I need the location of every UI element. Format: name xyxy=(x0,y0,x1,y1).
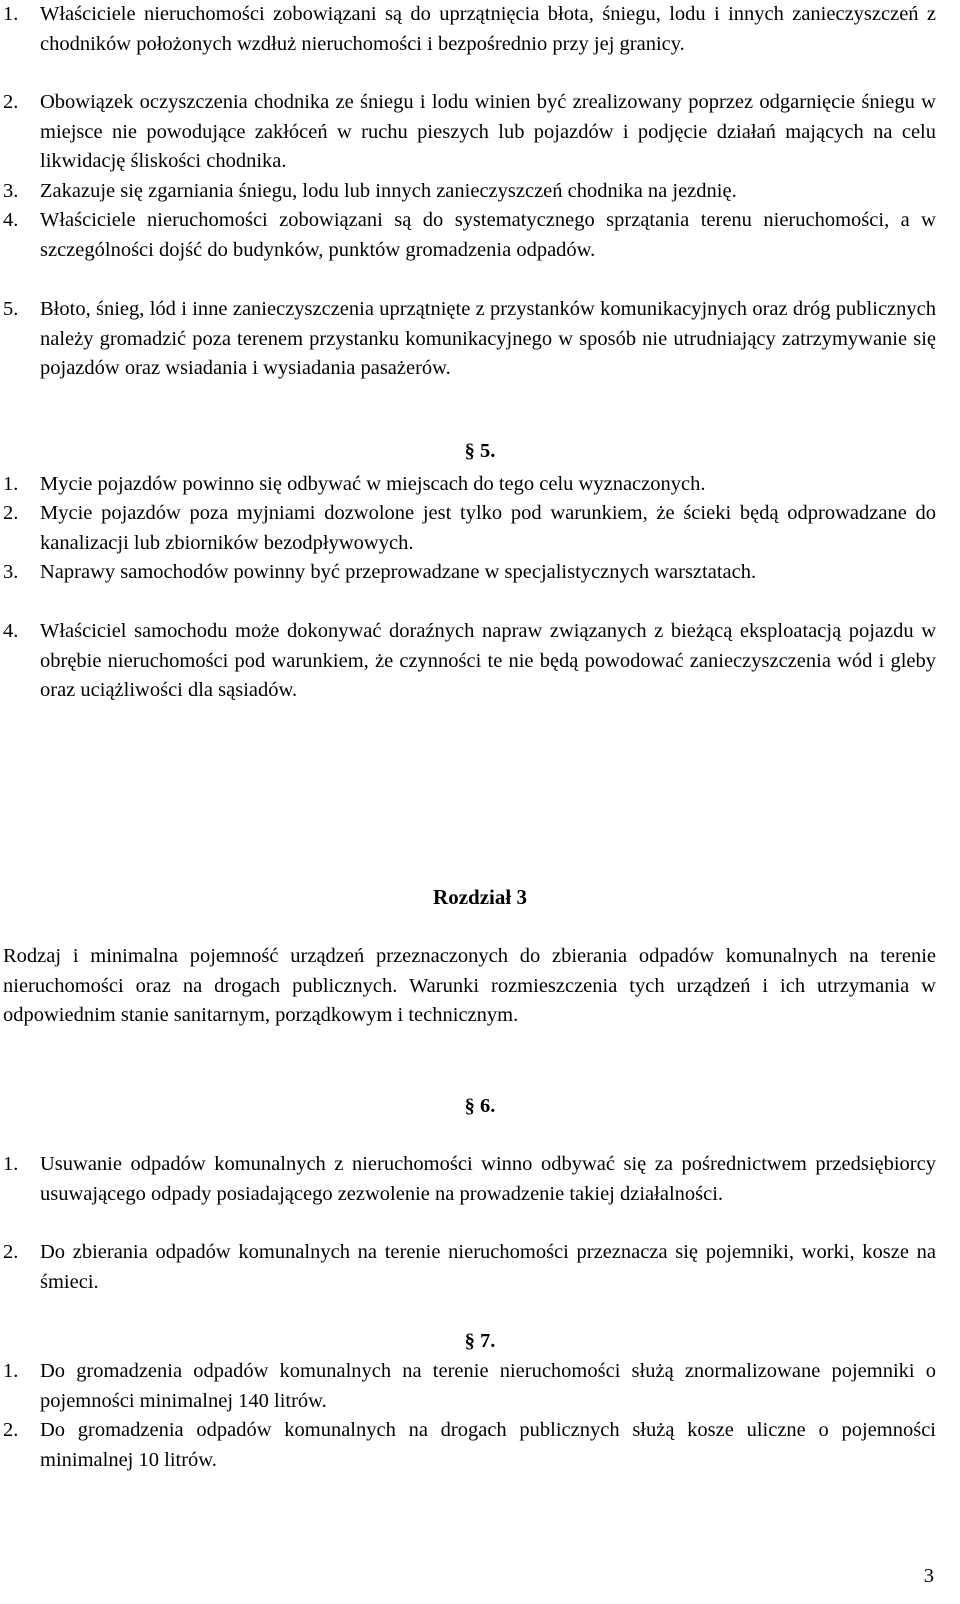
item-number: 4. xyxy=(3,620,19,642)
item-number: 4. xyxy=(3,209,19,231)
item-text: Naprawy samochodów powinny być przeprowadzane w specjalistycznych warsztatach. xyxy=(40,561,757,583)
list-item xyxy=(0,1357,936,1416)
item-number: 1. xyxy=(3,1153,19,1175)
list-item xyxy=(0,0,936,88)
section-6-list xyxy=(0,1150,960,1297)
item-text: Do gromadzenia odpadów komunalnych na terenie nieruchomości służą znormalizowane pojemniki o pojemności minimalnej 140 litrów. xyxy=(40,1360,936,1412)
item-text: Zakazuje się zgarniania śniegu, lodu lub innych zanieczyszczeń chodnika na jezdnię. xyxy=(40,180,737,202)
list-item xyxy=(0,1238,936,1297)
list-item xyxy=(0,617,936,706)
item-text: Mycie pojazdów powinno się odbywać w miejscach do tego celu wyznaczonych. xyxy=(40,473,706,495)
list-item xyxy=(0,177,936,206)
item-number: 2. xyxy=(3,502,19,524)
list-item xyxy=(0,558,936,617)
section-7-list xyxy=(0,1357,960,1475)
item-number: 5. xyxy=(3,298,19,320)
item-text: Błoto, śnieg, lód i inne zanieczyszczenia uprzątnięte z przystanków komunikacyjnych oraz dróg publicznych należy gromadzić poza terenem przystanku komunikacyjnego w sposób nie utrudniający zatrzymywanie się pojazdów oraz wsiadania i wysiadania pasażerów. xyxy=(40,298,936,379)
item-text: Obowiązek oczyszczenia chodnika ze śniegu i lodu winien być zrealizowany poprzez odgarnięcie śniegu w miejsce nie powodujące zakłóceń w ruchu pieszych lub pojazdów i podjęcie działań mających na celu likwidację śliskości chodnika. xyxy=(40,91,936,172)
list-item xyxy=(0,1150,936,1238)
item-number: 2. xyxy=(3,1419,19,1441)
item-text: Mycie pojazdów poza myjniami dozwolone jest tylko pod warunkiem, że ścieki będą odprowadzane do kanalizacji lub zbiorników bezodpływowych. xyxy=(40,502,936,554)
section-5-list xyxy=(0,470,960,706)
item-number: 2. xyxy=(3,1241,19,1263)
item-number: 1. xyxy=(3,1360,19,1382)
item-number: 2. xyxy=(3,91,19,113)
list-item xyxy=(0,499,936,558)
list-item xyxy=(0,470,936,499)
list-item xyxy=(0,88,936,177)
section-4-list xyxy=(0,0,960,413)
section-5-header: § 5. xyxy=(464,440,496,462)
list-item xyxy=(0,206,936,295)
item-number: 3. xyxy=(3,180,19,202)
list-item xyxy=(0,1416,936,1475)
item-text: Właściciel samochodu może dokonywać doraźnych napraw związanych z bieżącą eksploatacją pojazdu w obrębie nieruchomości pod warunkiem, że czynności te nie będą powodować zanieczyszczenia wód i gleby oraz uciążliwości dla sąsiadów. xyxy=(40,620,936,701)
item-number: 1. xyxy=(3,473,19,495)
item-text: Właściciele nieruchomości zobowiązani są do systematycznego sprzątania terenu nieruchomości, a w szczególności dojść do budynków, punktów gromadzenia odpadów. xyxy=(40,209,936,261)
item-number: 3. xyxy=(3,561,19,583)
section-6-header: § 6. xyxy=(464,1095,496,1117)
chapter-description: Rodzaj i minimalna pojemność urządzeń przeznaczonych do zbierania odpadów komunalnych na terenie nieruchomości oraz na drogach publicznych. Warunki rozmieszczenia tych urządzeń i ich utrzymania w odpowiednim stanie sanitarnym, porządkowym i technicznym. xyxy=(3,945,936,1026)
page-number: 3 xyxy=(923,1565,934,1587)
item-number: 1. xyxy=(3,3,19,25)
list-item xyxy=(0,295,936,413)
section-7-header: § 7. xyxy=(464,1330,496,1352)
chapter-title: Rozdział 3 xyxy=(433,885,527,909)
item-text: Usuwanie odpadów komunalnych z nieruchomości winno odbywać się za pośrednictwem przedsiębiorcy usuwającego odpady posiadającego zezwolenie na prowadzenie takiej działalności. xyxy=(40,1153,936,1205)
item-text: Do zbierania odpadów komunalnych na terenie nieruchomości przeznacza się pojemniki, worki, kosze na śmieci. xyxy=(40,1241,936,1293)
item-text: Właściciele nieruchomości zobowiązani są do uprzątnięcia błota, śniegu, lodu i innych zanieczyszczeń z chodników położonych wzdłuż nieruchomości i bezpośrednio przy jej granicy. xyxy=(40,3,936,55)
item-text: Do gromadzenia odpadów komunalnych na drogach publicznych służą kosze uliczne o pojemności minimalnej 10 litrów. xyxy=(40,1419,936,1471)
